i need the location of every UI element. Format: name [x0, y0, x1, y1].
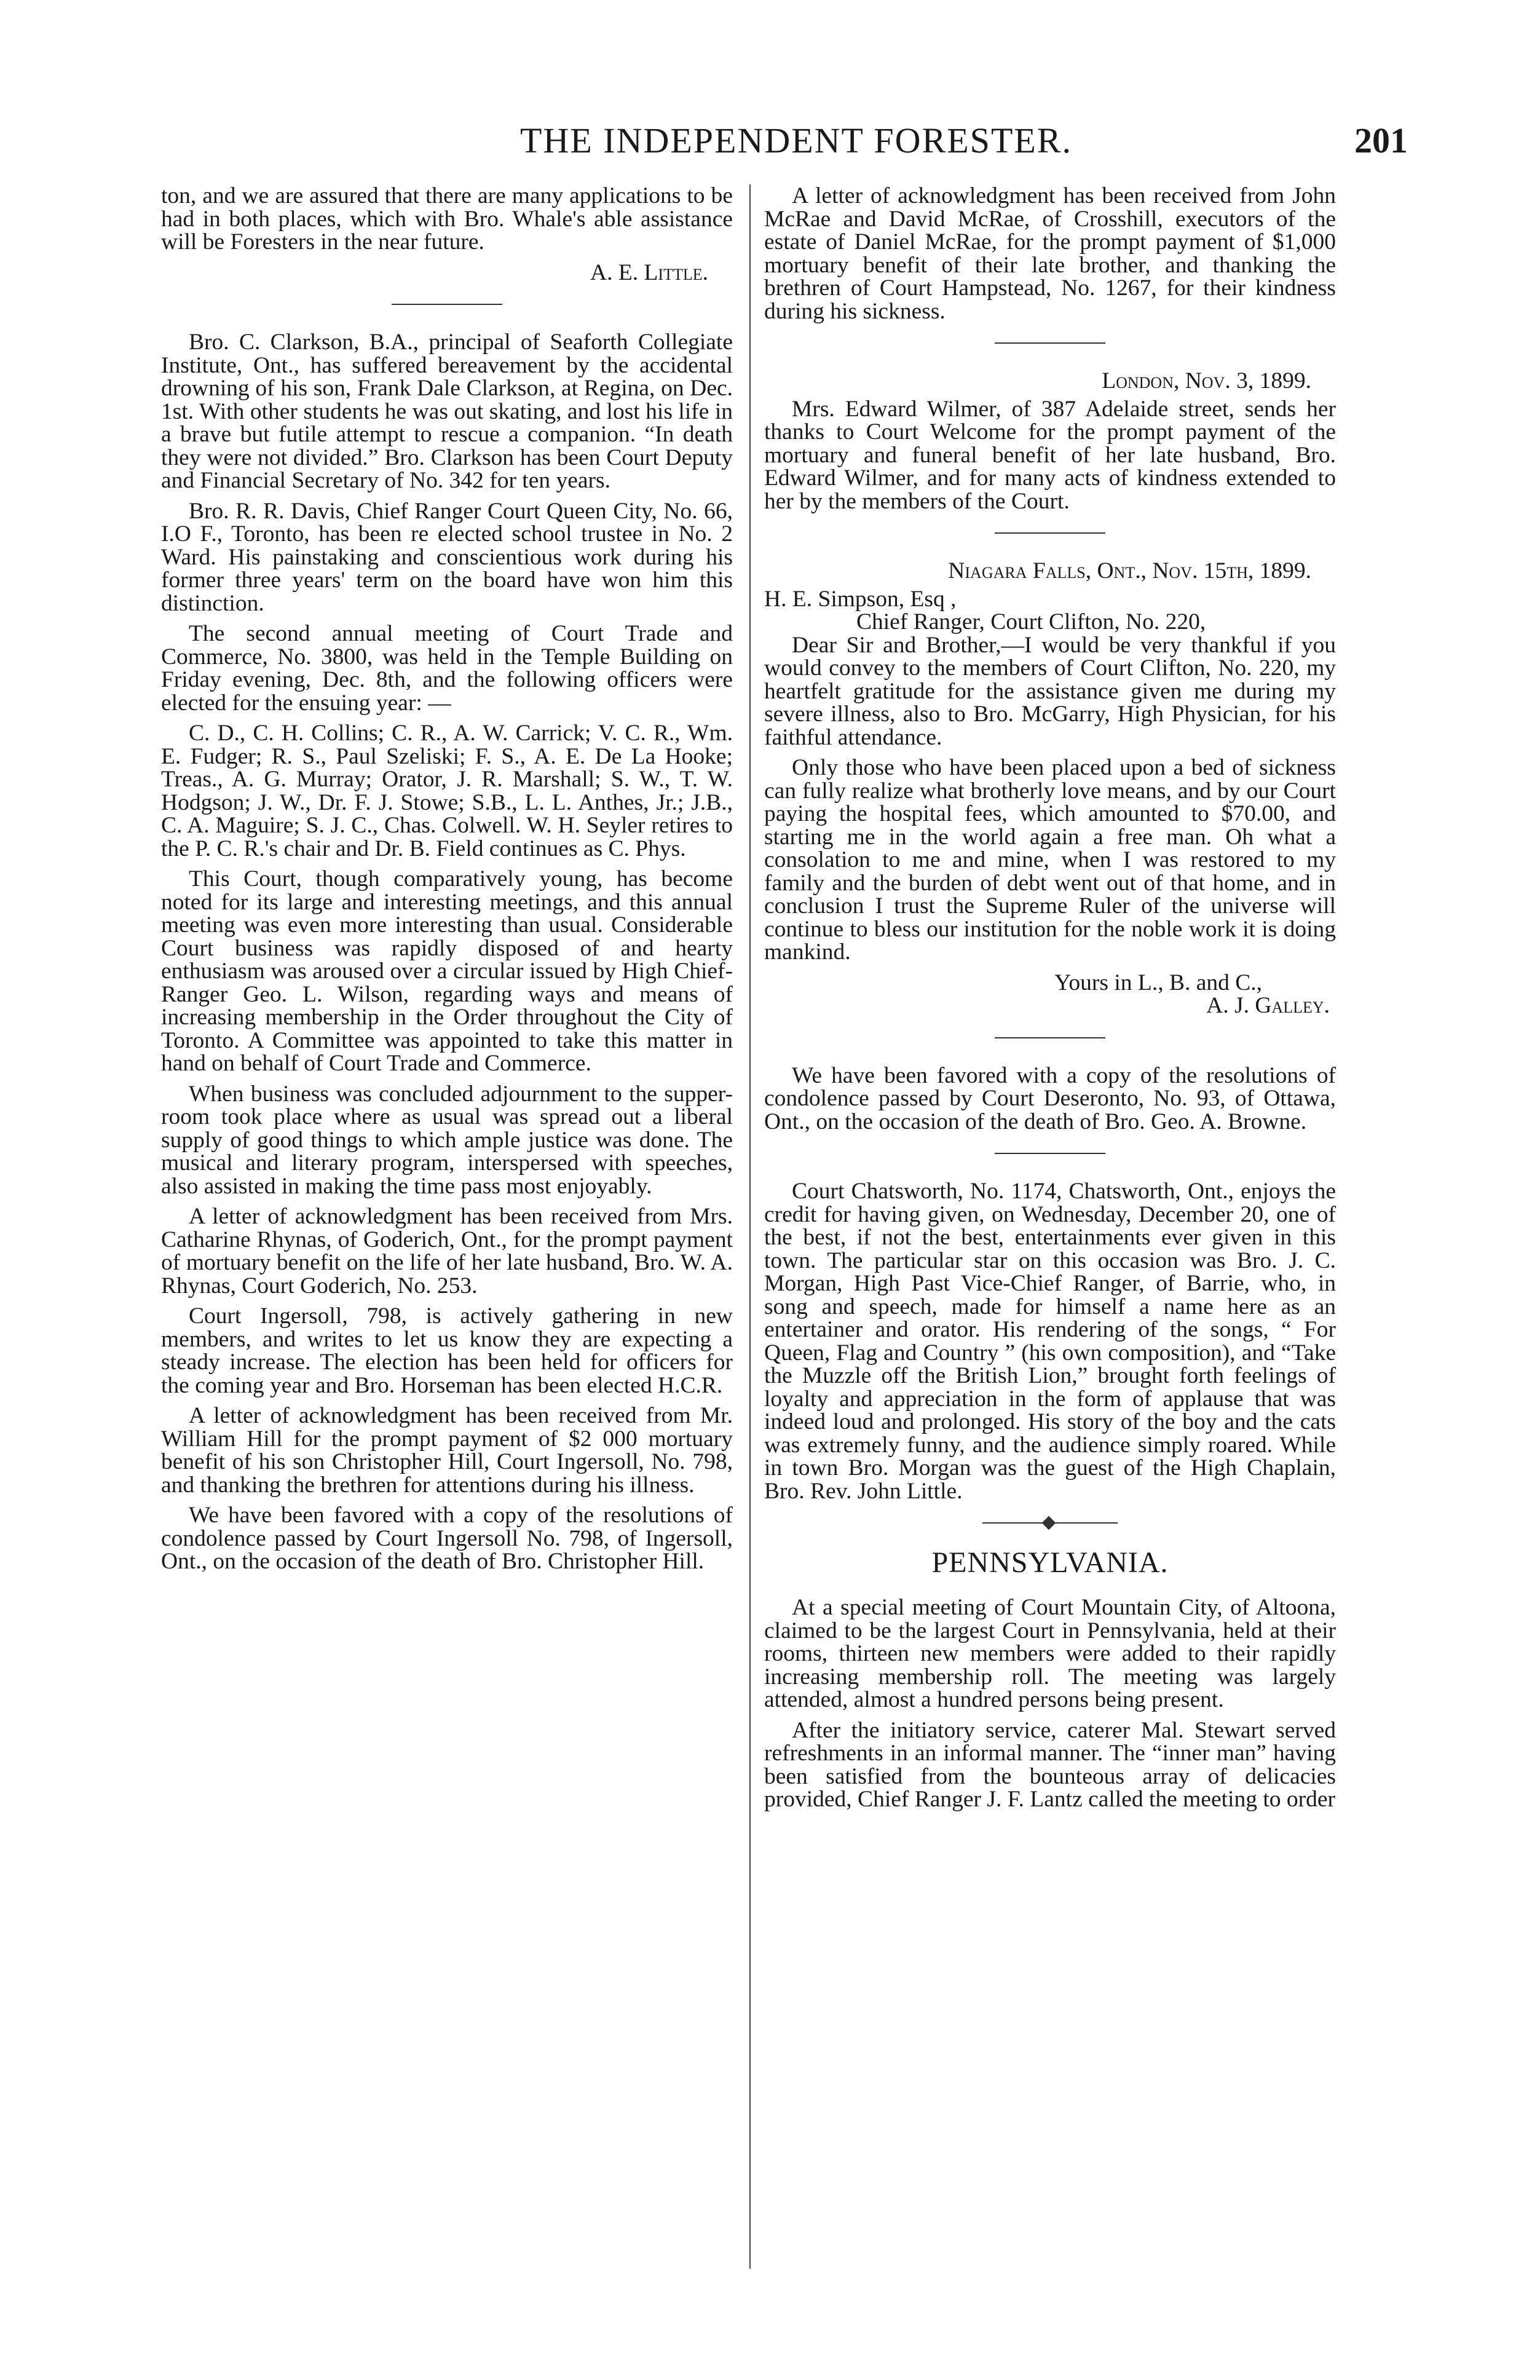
- page-number: 201: [1354, 121, 1408, 160]
- column-divider: [749, 184, 751, 2269]
- ornamental-divider: [982, 1522, 1118, 1524]
- letter-dateline: Niagara Falls, Ont., Nov. 15th, 1899.: [948, 558, 1311, 583]
- letter-paragraph: Only those who have been placed upon a bed of sickness can fully realize what brotherly love means, and by our Court paying the hospital fees, which amounted to $70.00, and starting me in the world again a free man. Oh what a consolation to me and mine, when I was restored to my family and the burden of debt went out of that home, and in conclusion I trust the Supreme Ruler of the universe will continue to bless our institution for the noble work it is doing mankind.: [764, 755, 1336, 965]
- page-header: [184, 120, 1408, 169]
- section-divider: [995, 342, 1105, 344]
- article-paragraph: ton, and we are assured that there are many applications to be had in both places, which with Bro. Whale's able assistance will be Foresters in the near future.: [161, 183, 733, 255]
- article-paragraph: A letter of acknowledgment has been received from Mrs. Catharine Rhynas, of Goderich, Ont., for the prompt payment of mortuary benefit on the life of her late husband, Bro. W. A. Rhynas, Court Goderich, No. 253.: [161, 1204, 733, 1299]
- section-divider: [995, 1037, 1105, 1038]
- article-paragraph: The second annual meeting of Court Trade and Commerce, No. 3800, was held in the Temple Building on Friday evening, Dec. 8th, and the following officers were elected for the ensuing year: —: [161, 621, 733, 716]
- article-paragraph: Bro. C. Clarkson, B.A., principal of Seaforth Collegiate Institute, Ont., has suffered bereavement by the accidental drowning of his son, Frank Dale Clarkson, at Regina, on Dec. 1st. With other students he was out skating, and lost his life in a brave but futile attempt to rescue a companion. “In death they were not divided.” Bro. Clarkson has been Court Deputy and Financial Secretary of No. 342 for ten years.: [161, 330, 733, 493]
- section-heading: PENNSYLVANIA.: [931, 1546, 1169, 1579]
- section-divider: [995, 532, 1105, 534]
- left-column: [161, 184, 733, 1581]
- article-paragraph: We have been favored with a copy of the resolutions of condolence passed by Court Ingersoll No. 798, of Ingersoll, Ont., on the occasion of the death of Bro. Christopher Hill.: [161, 1503, 733, 1574]
- author-signature: A. E. Little.: [590, 259, 708, 285]
- letter-closing: Yours in L., B. and C.,: [1054, 970, 1262, 995]
- section-divider: [995, 1153, 1105, 1154]
- article-paragraph: Court Chatsworth, No. 1174, Chatsworth, Ont., enjoys the credit for having given, on Wednesday, December 20, one of the best, if not the best, entertainments ever given in this town. The particular star on this occasion was Bro. J. C. Morgan, High Past Vice-Chief Ranger, of Barrie, who, in song and speech, made for himself a name here as an entertainer and orator. His rendering of the songs, “ For Queen, Flag and Country ” (his own composition), and “Take the Muzzle off the British Lion,” brought forth feelings of loyalty and appreciation in the form of applause that was indeed loud and prolonged. His story of the boy and the cats was extremely funny, and the audience simply roared. While in town Bro. Morgan was the guest of the High Chaplain, Bro. Rev. John Little.: [764, 1179, 1336, 1504]
- letter-addressee-title: Chief Ranger, Court Clifton, No. 220,: [856, 609, 1206, 635]
- right-column: [764, 184, 1336, 1819]
- article-paragraph: Bro. R. R. Davis, Chief Ranger Court Queen City, No. 66, I.O F., Toronto, has been re elected school trustee in No. 2 Ward. His painstaking and conscientious work during his former three years' term on the board have won him this distinction.: [161, 498, 733, 616]
- article-paragraph: We have been favored with a copy of the resolutions of condolence passed by Court Deseronto, No. 93, of Ottawa, Ont., on the occasion of the death of Bro. Geo. A. Browne.: [764, 1062, 1336, 1134]
- letter-addressee: H. E. Simpson, Esq ,: [764, 586, 957, 612]
- letter-paragraph: Dear Sir and Brother,—I would be very thankful if you would convey to the members of Court Clifton, No. 220, my heartfelt gratitude for the assistance given me during my severe illness, also to Bro. McGarry, High Physician, for his faithful attendance.: [764, 632, 1336, 750]
- officers-list: C. D., C. H. Collins; C. R., A. W. Carrick; V. C. R., Wm. E. Fudger; R. S., Paul Szeliski; F. S., A. E. De La Hooke; Treas., A. G. Murray; Orator, J. R. Marshall; S. W., T. W. Hodgson; J. W., Dr. F. J. Stowe; S.B., L. L. Anthes, Jr.; J.B., C. A. Maguire; S. J. C., Chas. Colwell. W. H. Seyler retires to the P. C. R.'s chair and Dr. B. Field continues as C. Phys.: [161, 721, 733, 861]
- section-divider: [392, 304, 502, 305]
- article-paragraph: After the initiatory service, caterer Mal. Stewart served refreshments in an informal manner. The “inner man” having been satisfied from the bounteous array of delicacies provided, Chief Ranger J. F. Lantz called the meeting to order: [764, 1717, 1336, 1812]
- article-paragraph: When business was concluded adjournment to the supper-room took place where as usual was spread out a liberal supply of good things to which ample justice was done. The musical and literary program, interspersed with speeches, also assisted in making the time pass most enjoyably.: [161, 1081, 733, 1199]
- letter-dateline: London, Nov. 3, 1899.: [1102, 368, 1311, 393]
- article-paragraph: At a special meeting of Court Mountain City, of Altoona, claimed to be the largest Court in Pennsylvania, held at their rooms, thirteen new members were added to their rapidly increasing membership roll. The meeting was largely attended, almost a hundred persons being present.: [764, 1595, 1336, 1712]
- running-title: THE INDEPENDENT FORESTER.: [520, 121, 1072, 160]
- article-paragraph: Court Ingersoll, 798, is actively gathering in new members, and writes to let us know they are expecting a steady increase. The election has been held for officers for the coming year and Bro. Horseman has been elected H.C.R.: [161, 1303, 733, 1398]
- article-paragraph: This Court, though comparatively young, has become noted for its large and interesting meetings, and this annual meeting was even more interesting than usual. Considerable Court business was rapidly disposed of and hearty enthusiasm was aroused over a circular issued by High Chief-Ranger Geo. L. Wilson, regarding ways and means of increasing membership in the Order throughout the City of Toronto. A Committee was appointed to take this matter in hand on behalf of Court Trade and Commerce.: [161, 866, 733, 1076]
- article-paragraph: A letter of acknowledgment has been received from Mr. William Hill for the prompt payment of $2 000 mortuary benefit of his son Christopher Hill, Court Ingersoll, No. 798, and thanking the brethren for attentions during his illness.: [161, 1403, 733, 1498]
- article-paragraph: A letter of acknowledgment has been received from John McRae and David McRae, of Crosshill, executors of the estate of Daniel McRae, for the prompt payment of $1,000 mortuary benefit of their late brother, and thanking the brethren of Court Hampstead, No. 1267, for their kindness during his sickness.: [764, 183, 1336, 324]
- letter-signature: A. J. Galley.: [1206, 993, 1330, 1018]
- article-paragraph: Mrs. Edward Wilmer, of 387 Adelaide street, sends her thanks to Court Welcome for the prompt payment of the mortuary and funeral benefit of her late husband, Bro. Edward Wilmer, and for many acts of kindness extended to her by the members of the Court.: [764, 396, 1336, 514]
